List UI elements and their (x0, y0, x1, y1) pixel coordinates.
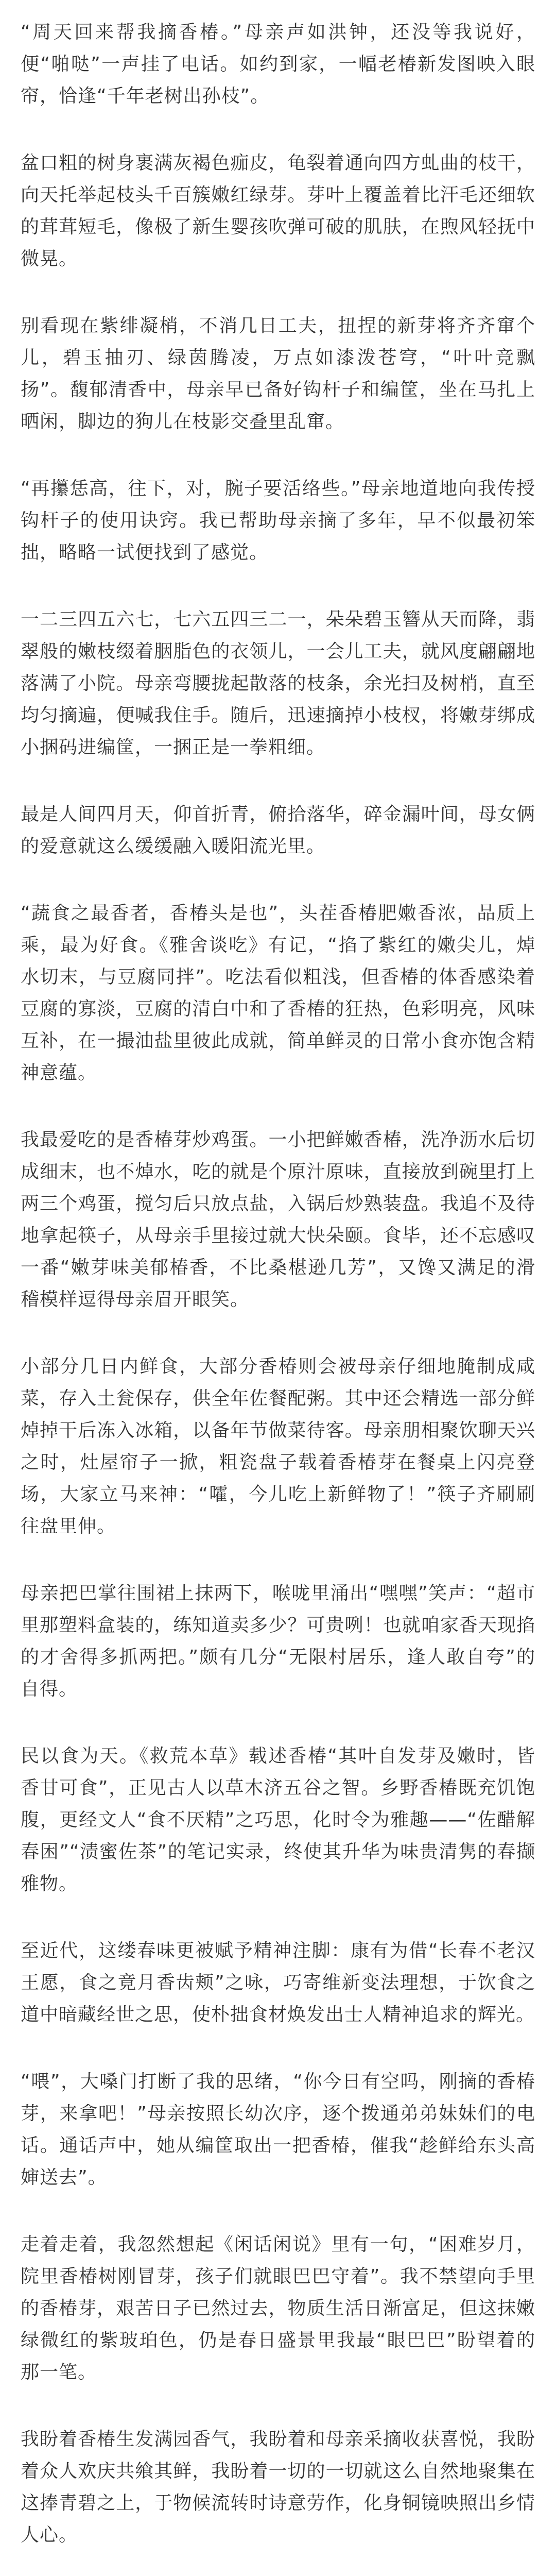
article-paragraph: “喂”，大嗓门打断了我的思绪，“你今日有空吗，刚摘的香椿芽，来拿吧！”母亲按照长幼次序，逐个拨通弟弟妹妹们的电话。通话声中，她从编筐取出一把香椿，催我“趁鲜给东头高婶送去”。 (21, 2071, 535, 2188)
article-paragraph: 别看现在紫绯凝梢，不消几日工夫，扭捏的新芽将齐齐窜个儿，碧玉抽刃、绿茵腾凌，万点如漆泼苍穹，“叶叶竞飘扬”。馥郁清香中，母亲早已备好钩杆子和编筐，坐在马扎上晒闲，脚边的狗儿在枝影交叠里乱窜。 (21, 315, 535, 432)
article-paragraph: 至近代，这缕春味更被赋予精神注脚：康有为借“长春不老汉王愿，食之竟月香齿颊”之咏，巧寄维新变法理想，于饮食之道中暗藏经世之思，使朴拙食材焕发出士人精神追求的辉光。 (21, 1940, 535, 2025)
article-paragraph: 母亲把巴掌往围裙上抹两下，喉咙里涌出“嘿嘿”笑声：“超市里那塑料盒装的，练知道卖多少？可贵咧！也就咱家香天现掐的才舍得多抓两把。”颇有几分“无限村居乐，逢人敢自夸”的自得。 (21, 1583, 535, 1700)
article-paragraph: “再攥恁高，往下，对，腕子要活络些。”母亲地道地向我传授钩杆子的使用诀窍。我已帮助母亲摘了多年，早不似最初笨拙，略略一试便找到了感觉。 (21, 478, 535, 563)
article-paragraph: 民以食为天。《救荒本草》载述香椿“其叶自发芽及嫩时，皆香甘可食”，正见古人以草木济五谷之智。乡野香椿既充饥饱腹，更经文人“食不厌精”之巧思，化时令为雅趣——“佐醋解春困”“渍蜜佐茶”的笔记实录，终使其升华为味贵清隽的春撷雅物。 (21, 1745, 535, 1894)
article-paragraph: “蔬食之最香者，香椿头是也”，头茬香椿肥嫩香浓，品质上乘，最为好食。《雅舍谈吃》有记，“掐了紫红的嫩尖儿，焯水切末，与豆腐同拌”。吃法看似粗浅，但香椿的体香感染着豆腐的寡淡，豆腐的清白中和了香椿的狂热，色彩明亮，风味互补，在一撮油盐里彼此成就，简单鲜灵的日常小食亦饱含精神意蕴。 (21, 903, 535, 1083)
article-paragraph: “周天回来帮我摘香椿。”母亲声如洪钟，还没等我说好，便“啪哒”一声挂了电话。如约到家，一幅老椿新发图映入眼帘，恰逢“千年老树出孙枝”。 (21, 22, 535, 107)
article-paragraph: 最是人间四月天，仰首折青，俯拾落华，碎金漏叶间，母女俩的爱意就这么缓缓融入暖阳流光里。 (21, 804, 535, 857)
article-paragraph: 走着走着，我忽然想起《闲话闲说》里有一句，“困难岁月，院里香椿树刚冒芽，孩子们就眼巴巴守着”。我不禁望向手里的香椿芽，艰苦日子已然过去，物质生活日渐富足，但这抹嫩绿微红的紫玻珀色，仍是春日盛景里我最“眼巴巴”盼望着的那一笔。 (21, 2234, 535, 2383)
article-paragraph: 盆口粗的树身裹满灰褐色痂皮，龟裂着通向四方虬曲的枝干，向天托举起枝头千百簇嫩红绿芽。芽叶上覆盖着比汗毛还细软的茸茸短毛，像极了新生婴孩吹弹可破的肌肤，在煦风轻抚中微晃。 (21, 152, 535, 269)
article-paragraph: 我盼着香椿生发满园香气，我盼着和母亲采摘收获喜悦，我盼着众人欢庆共飨其鲜，我盼着一切的一切就这么自然地聚集在这捧青碧之上，于物候流转时诗意劳作，化身铜镜映照出乡情人心。 (21, 2429, 535, 2546)
article-paragraph: 一二三四五六七，七六五四三二一，朵朵碧玉簪从天而降，翡翠般的嫩枝缀着胭脂色的衣领儿，一会儿工夫，就风度翩翩地落满了小院。母亲弯腰拢起散落的枝条，余光扫及树梢，直至均匀摘遍，便喊我住手。随后，迅速摘掉小枝杈，将嫩芽绑成小捆码进编筐，一捆正是一拳粗细。 (21, 609, 535, 758)
article-paragraph: 我最爱吃的是香椿芽炒鸡蛋。一小把鲜嫩香椿，洗净沥水后切成细末，也不焯水，吃的就是个原汁原味，直接放到碗里打上两三个鸡蛋，搅匀后只放点盐，入锅后炒熟装盘。我追不及待地拿起筷子，从母亲手里接过就大快朵颐。食毕，还不忘感叹一番“嫩芽味美郁椿香，不比桑椹逊几芳”，又馋又满足的滑稽模样逗得母亲眉开眼笑。 (21, 1129, 535, 1310)
article-paragraph: 小部分几日内鲜食，大部分香椿则会被母亲仔细地腌制成咸菜，存入土瓮保存，供全年佐餐配粥。其中还会精选一部分鲜焯掉干后冻入冰箱，以备年节做菜待客。母亲朋相聚饮聊天兴之时，灶屋帘子一掀，粗瓷盘子载着香椿芽在餐桌上闪亮登场，大家立马来神：“嚯，今儿吃上新鲜物了！”筷子齐刷刷往盘里伸。 (21, 1356, 535, 1537)
